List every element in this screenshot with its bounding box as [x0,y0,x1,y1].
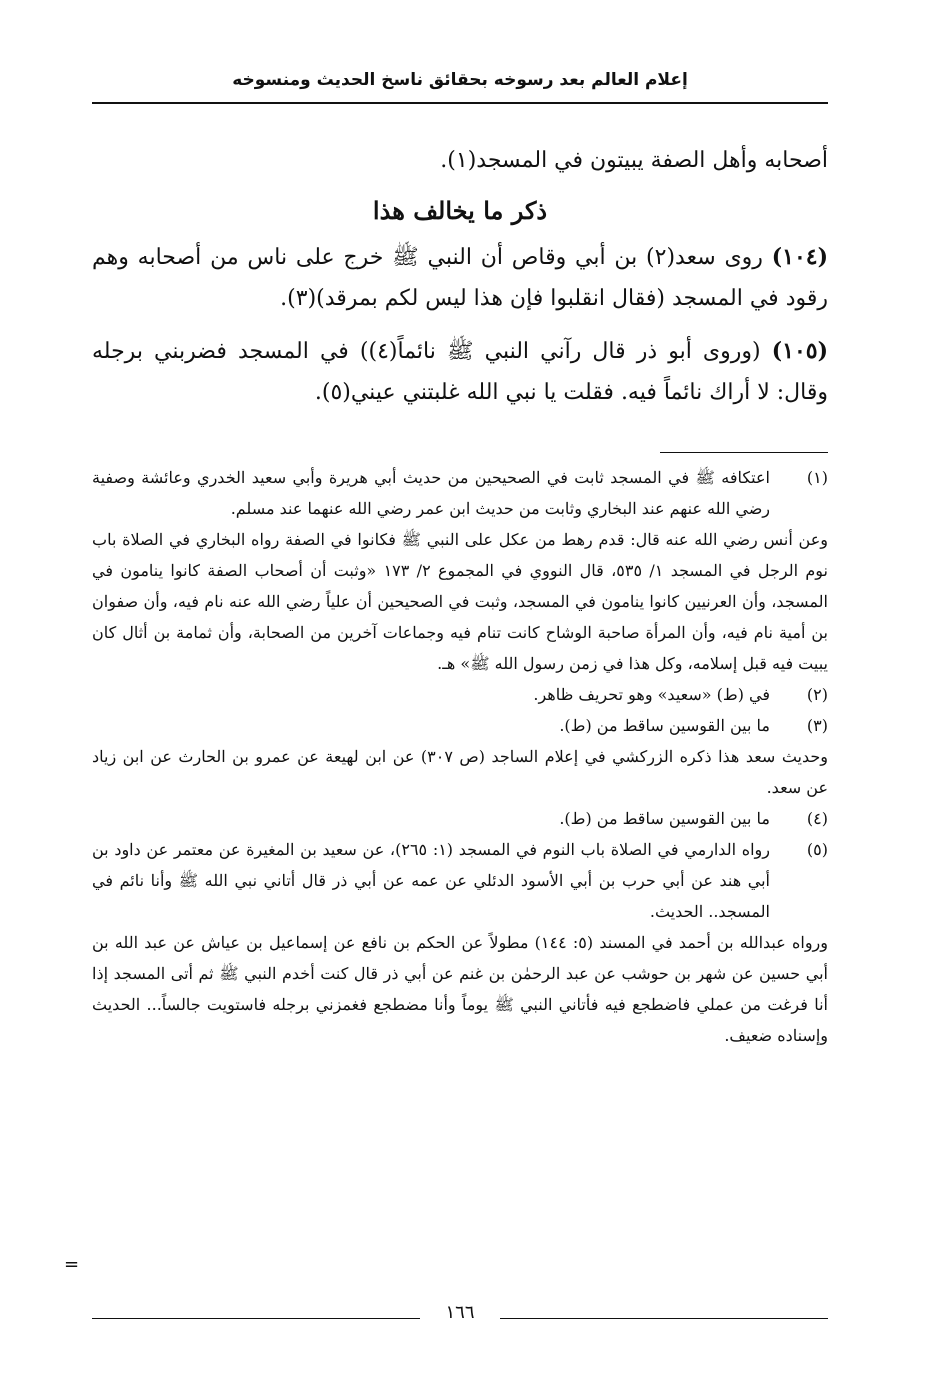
footnote-3 [92,710,828,741]
continuation-mark: = [64,1254,80,1275]
running-header: إعلام العالم بعد رسوخه بحقائق ناسخ الحديث ومنسوخه [232,70,688,90]
footnote-number: (١) [806,468,828,487]
hadith-104-number: (١٠٤) [771,244,829,270]
footer-rule-left [92,1318,420,1319]
intro-paragraph: أصحابه وأهل الصفة يبيتون في المسجد(١). [440,148,828,173]
footnote-text: في (ط) «سعيد» وهو تحريف ظاهر. [533,685,770,704]
header-rule [92,102,828,104]
footnote-3-continued: وحديث سعد هذا ذكره الزركشي في إعلام الساجد (ص ٣٠٧) عن ابن لهيعة عن عمرو بن الحارث عن ابن زياد عن سعد. [92,747,828,797]
footnote-text: رواه الدارمي في الصلاة باب النوم في المسجد (١: ٢٦٥)، عن سعيد بن المغيرة عن معتمر عن داود بن أبي هند عن أبي حرب بن أبي الأسود الدئلي عن عمه عن أبي ذر قال أتاني نبي الله ﷺ وأنا نائم في المسجد.. الحديث. [92,840,770,921]
footnote-5-continued: ورواه عبدالله بن أحمد في المسند (٥: ١٤٤) مطولاً عن الحكم بن نافع عن إسماعيل بن عياش عن عبد الله بن أبي حسين عن شهر بن حوشب عن عبد الرحمٰن بن غنم عن أبي ذر قال كنت أخدم النبي ﷺ ثم أتى المسجد إذا أنا فرغت من عملي فاضطجع فيه فأتاني النبي ﷺ يوماً وأنا مضطجع فغمزني برجله فاستويت جالساً... الحديث وإسناده ضعيف. [92,933,829,1045]
footnote-5 [92,834,828,927]
footnote-text: ما بين القوسين ساقط من (ط). [559,809,770,828]
hadith-104-text: روى سعد(٢) بن أبي وقاص أن النبي ﷺ خرج على ناس من أصحابه وهم رقود في المسجد (فقال انقلبوا فإن هذا ليس لكم بمرقد)(٣). [92,245,828,311]
footnote-number: (٢) [806,685,828,704]
footnote-text: ما بين القوسين ساقط من (ط). [559,716,770,735]
footnote-text: اعتكافه ﷺ في المسجد ثابت في الصحيحين من حديث أبي هريرة وأبي سعيد الخدري وعائشة وصفية رضي الله عنهم عند البخاري وثابت من حديث ابن عمر رضي الله عنهما عند مسلم. [92,468,770,518]
footnote-number: (٣) [806,716,828,735]
footnote-1 [92,462,828,524]
footnote-2 [92,679,828,710]
footer-rule-right [500,1318,828,1319]
footnote-separator [660,452,828,453]
page-number: ١٦٦ [445,1302,475,1323]
main-text [92,140,828,413]
footnote-number: (٤) [806,809,828,828]
footnotes [92,462,828,1051]
hadith-105-number: (١٠٥) [771,338,828,364]
hadith-105 [92,331,828,413]
hadith-105-text: (وروى أبو ذر قال رآني النبي ﷺ نائماً(٤)) في المسجد فضربني برجله وقال: لا أراك نائماً فيه. فقلت يا نبي الله غلبتني عيني(٥). [92,339,828,405]
section-title: ذكر ما يخالف هذا [372,196,548,225]
footnote-1-continued: وعن أنس رضي الله عنه قال: قدم رهط من عكل على النبي ﷺ فكانوا في الصفة رواه البخاري في الصلاة باب نوم الرجل في المسجد ١/ ٥٣٥، قال النووي في المجموع ٢/ ١٧٣ «وثبت أن أصحاب الصفة كانوا ينامون في المسجد، وأن العرنيين كانوا ينامون في المسجد، وثبت في الصحيحين أن علياً رضي الله عنه نام فيه، وأن صفوان بن أمية نام فيه، وأن المرأة صاحبة الوشاح كانت تنام فيه وجماعات آخرين من الصحابة، وأن ثمامة بن أثال كان يبيت فيه قبل إسلامه، وكل هذا في زمن رسول الله ﷺ» هـ. [92,530,829,673]
footnote-number: (٥) [806,840,828,859]
footnote-4 [92,803,828,834]
hadith-104 [92,237,828,319]
